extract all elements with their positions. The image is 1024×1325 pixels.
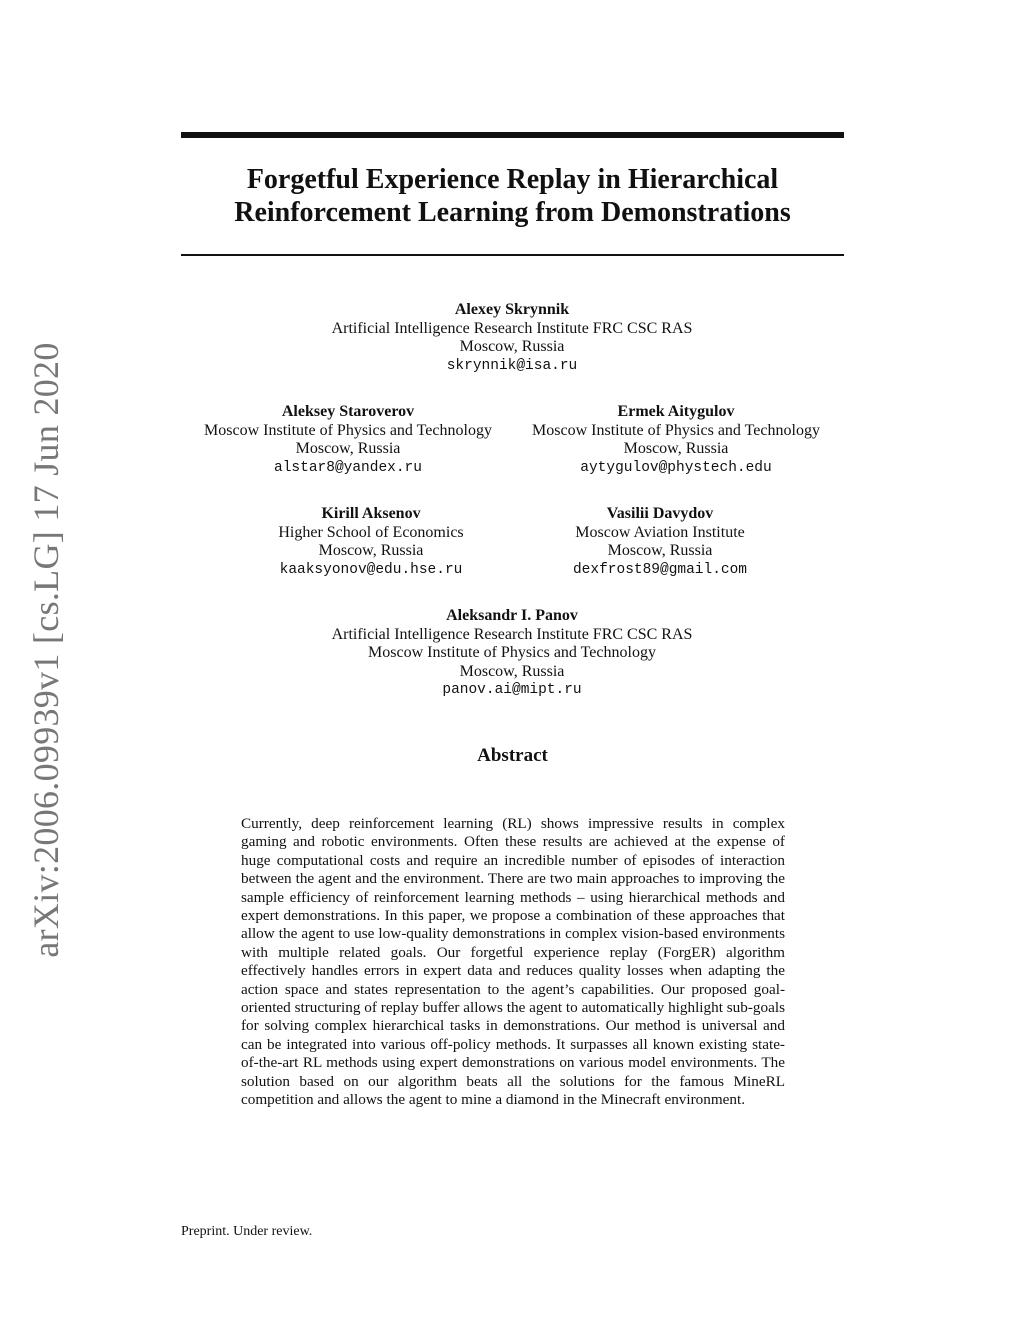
author-location: Moscow, Russia	[607, 542, 713, 559]
author-location: Moscow, Russia	[318, 542, 424, 559]
title-line-1: Forgetful Experience Replay in Hierarchical	[246, 164, 779, 195]
author-email[interactable]: dexfrost89@gmail.com	[572, 561, 748, 578]
abstract-heading: Abstract	[477, 745, 548, 766]
paper-title	[181, 163, 844, 229]
author-affiliation: Higher School of Economics	[278, 523, 464, 541]
author-name: Ermek Aitygulov	[617, 403, 735, 420]
author-block	[510, 505, 810, 579]
author-affiliation: Artificial Intelligence Research Institute FRC CSC RAS	[331, 625, 693, 643]
author-email[interactable]: panov.ai@mipt.ru	[442, 682, 582, 698]
title-line-2: Reinforcement Learning from Demonstrations	[234, 197, 791, 228]
author-email[interactable]: kaaksyonov@edu.hse.ru	[279, 561, 463, 578]
title-top-rule	[181, 132, 844, 138]
author-block	[514, 403, 838, 477]
author-block	[186, 403, 510, 477]
author-block	[262, 607, 762, 700]
author-affiliation: Moscow Institute of Physics and Technology	[204, 421, 492, 439]
author-name: Kirill Aksenov	[321, 505, 421, 522]
author-location: Moscow, Russia	[459, 662, 565, 680]
author-email[interactable]: aytygulov@phystech.edu	[580, 459, 772, 476]
author-block	[221, 505, 521, 579]
author-affiliation: Moscow Aviation Institute	[575, 523, 745, 541]
author-name: Alexey Skrynnik	[454, 301, 570, 318]
author-name: Aleksandr I. Panov	[446, 607, 578, 624]
author-name: Vasilii Davydov	[606, 505, 714, 522]
arxiv-stamp: arXiv:2006.09939v1 [cs.LG] 17 Jun 2020	[26, 342, 66, 958]
author-location: Moscow, Russia	[295, 440, 401, 457]
author-location: Moscow, Russia	[459, 338, 565, 355]
author-email[interactable]: alstar8@yandex.ru	[274, 459, 422, 476]
author-name: Aleksey Staroverov	[281, 403, 415, 420]
author-email[interactable]: skrynnik@isa.ru	[446, 357, 578, 374]
title-bottom-rule	[181, 254, 844, 256]
author-affiliation: Artificial Intelligence Research Institute FRC CSC RAS	[331, 319, 693, 337]
author-block	[262, 301, 762, 375]
author-affiliation: Moscow Institute of Physics and Technology	[368, 644, 656, 661]
abstract-body: Currently, deep reinforcement learning (RL) shows impressive results in complex gaming and robotic environments. Often these results are achieved at the expense of huge computational costs and require an incredible number of episodes of interaction between the agent and the environment. There are two main approaches to improving the sample efficiency of reinforcement learning methods – using hierarchical methods and expert demonstrations. In this paper, we propose a combination of these approaches that allow the agent to use low-quality demonstrations in complex vision-based environments with multiple related goals. Our forgetful experience replay (ForgER) algorithm effectively handles errors in expert data and reduces quality losses when adapting the action space and states representation to the agent’s capabilities. Our proposed goal-oriented structuring of replay buffer allows the agent to automatically highlight sub-goals for solving complex hierarchical tasks in demonstrations. Our method is universal and can be integrated into various off-policy methods. It surpasses all known existing state-of-the-art RL methods using expert demonstrations on various model environments. The solution based on our algorithm beats all the solutions for the famous MineRL competition and allows the agent to mine a diamond in the Minecraft environment.	[241, 815, 785, 1109]
author-affiliation: Moscow Institute of Physics and Technology	[532, 421, 820, 439]
footnote: Preprint. Under review.	[181, 1224, 313, 1239]
author-location: Moscow, Russia	[623, 440, 729, 457]
